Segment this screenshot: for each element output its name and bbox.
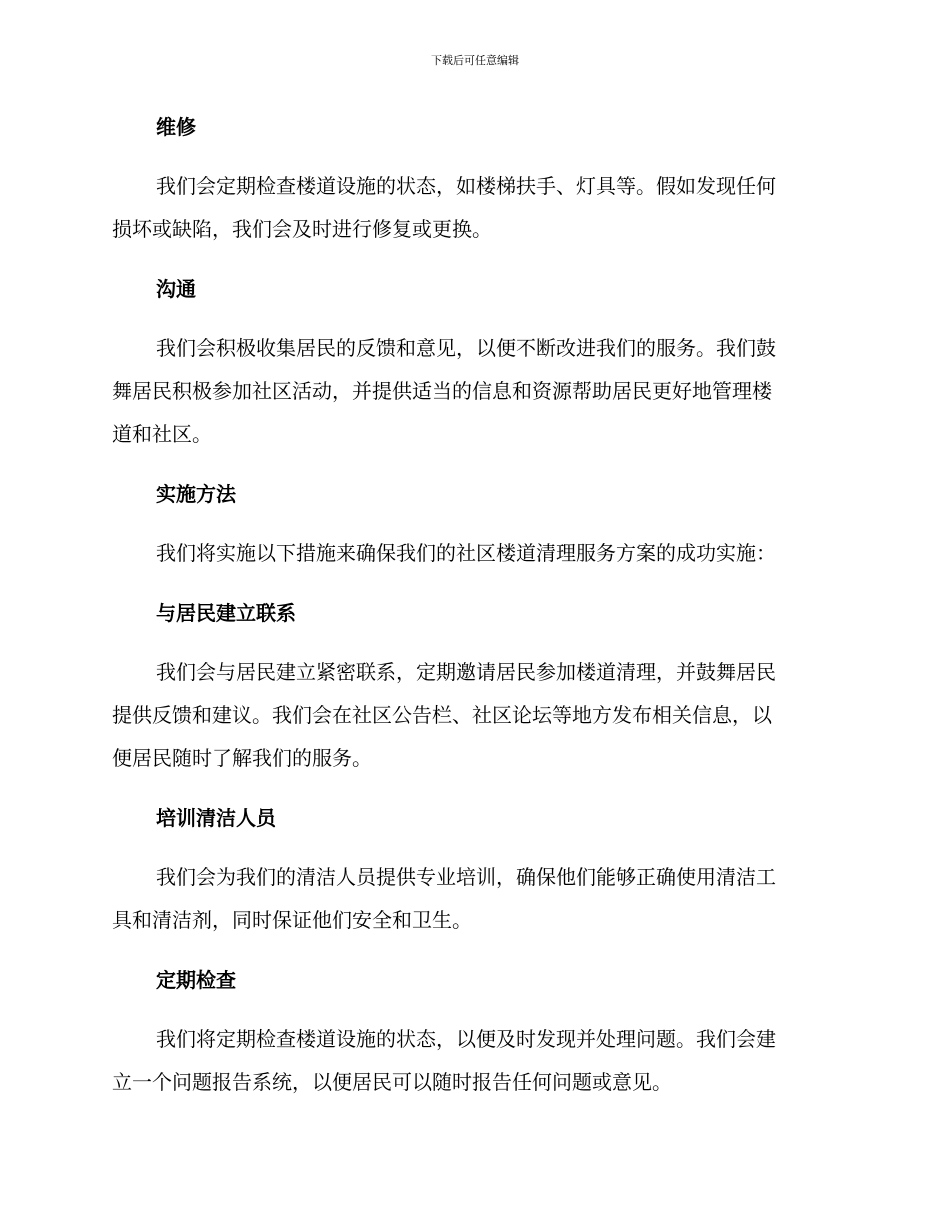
section-regular-inspection (112, 964, 834, 1104)
section-paragraph: 我们会为我们的清洁人员提供专业培训，确保他们能够正确使用清洁工 具和清洁剂，同时保证他们安全和卫生。 (112, 865, 776, 932)
document-body (112, 111, 834, 1104)
section-heading: 培训清洁人员 (156, 806, 276, 830)
section-heading: 实施方法 (156, 482, 236, 506)
section-paragraph: 我们将定期检查楼道设施的状态，以便及时发现并处理问题。我们会建 立一个问题报告系统，以便居民可以随时报告任何问题或意见。 (112, 1027, 776, 1094)
section-paragraph: 我们会定期检查楼道设施的状态，如楼梯扶手、灯具等。假如发现任何 损坏或缺陷，我们会及时进行修复或更换。 (112, 174, 776, 241)
section-communication (112, 273, 834, 456)
section-paragraph: 我们会积极收集居民的反馈和意见，以便不断改进我们的服务。我们鼓 舞居民积极参加社区活动，并提供适当的信息和资源帮助居民更好地管理楼 道和社区。 (112, 336, 776, 446)
page-header: 下载后可任意编辑 (431, 54, 519, 67)
section-heading: 沟通 (156, 277, 196, 301)
section-heading: 定期检查 (156, 968, 236, 992)
section-heading: 维修 (156, 115, 196, 139)
section-staff-training (112, 802, 834, 942)
section-paragraph: 我们将实施以下措施来确保我们的社区楼道清理服务方案的成功实施： (156, 541, 776, 565)
section-implementation-method (112, 478, 834, 575)
section-heading: 与居民建立联系 (156, 601, 296, 625)
section-paragraph: 我们会与居民建立紧密联系，定期邀请居民参加楼道清理，并鼓舞居民 提供反馈和建议。我们会在社区公告栏、社区论坛等地方发布相关信息，以 便居民随时了解我们的服务。 (112, 660, 776, 770)
section-resident-contact (112, 597, 834, 780)
section-maintenance (112, 111, 834, 251)
